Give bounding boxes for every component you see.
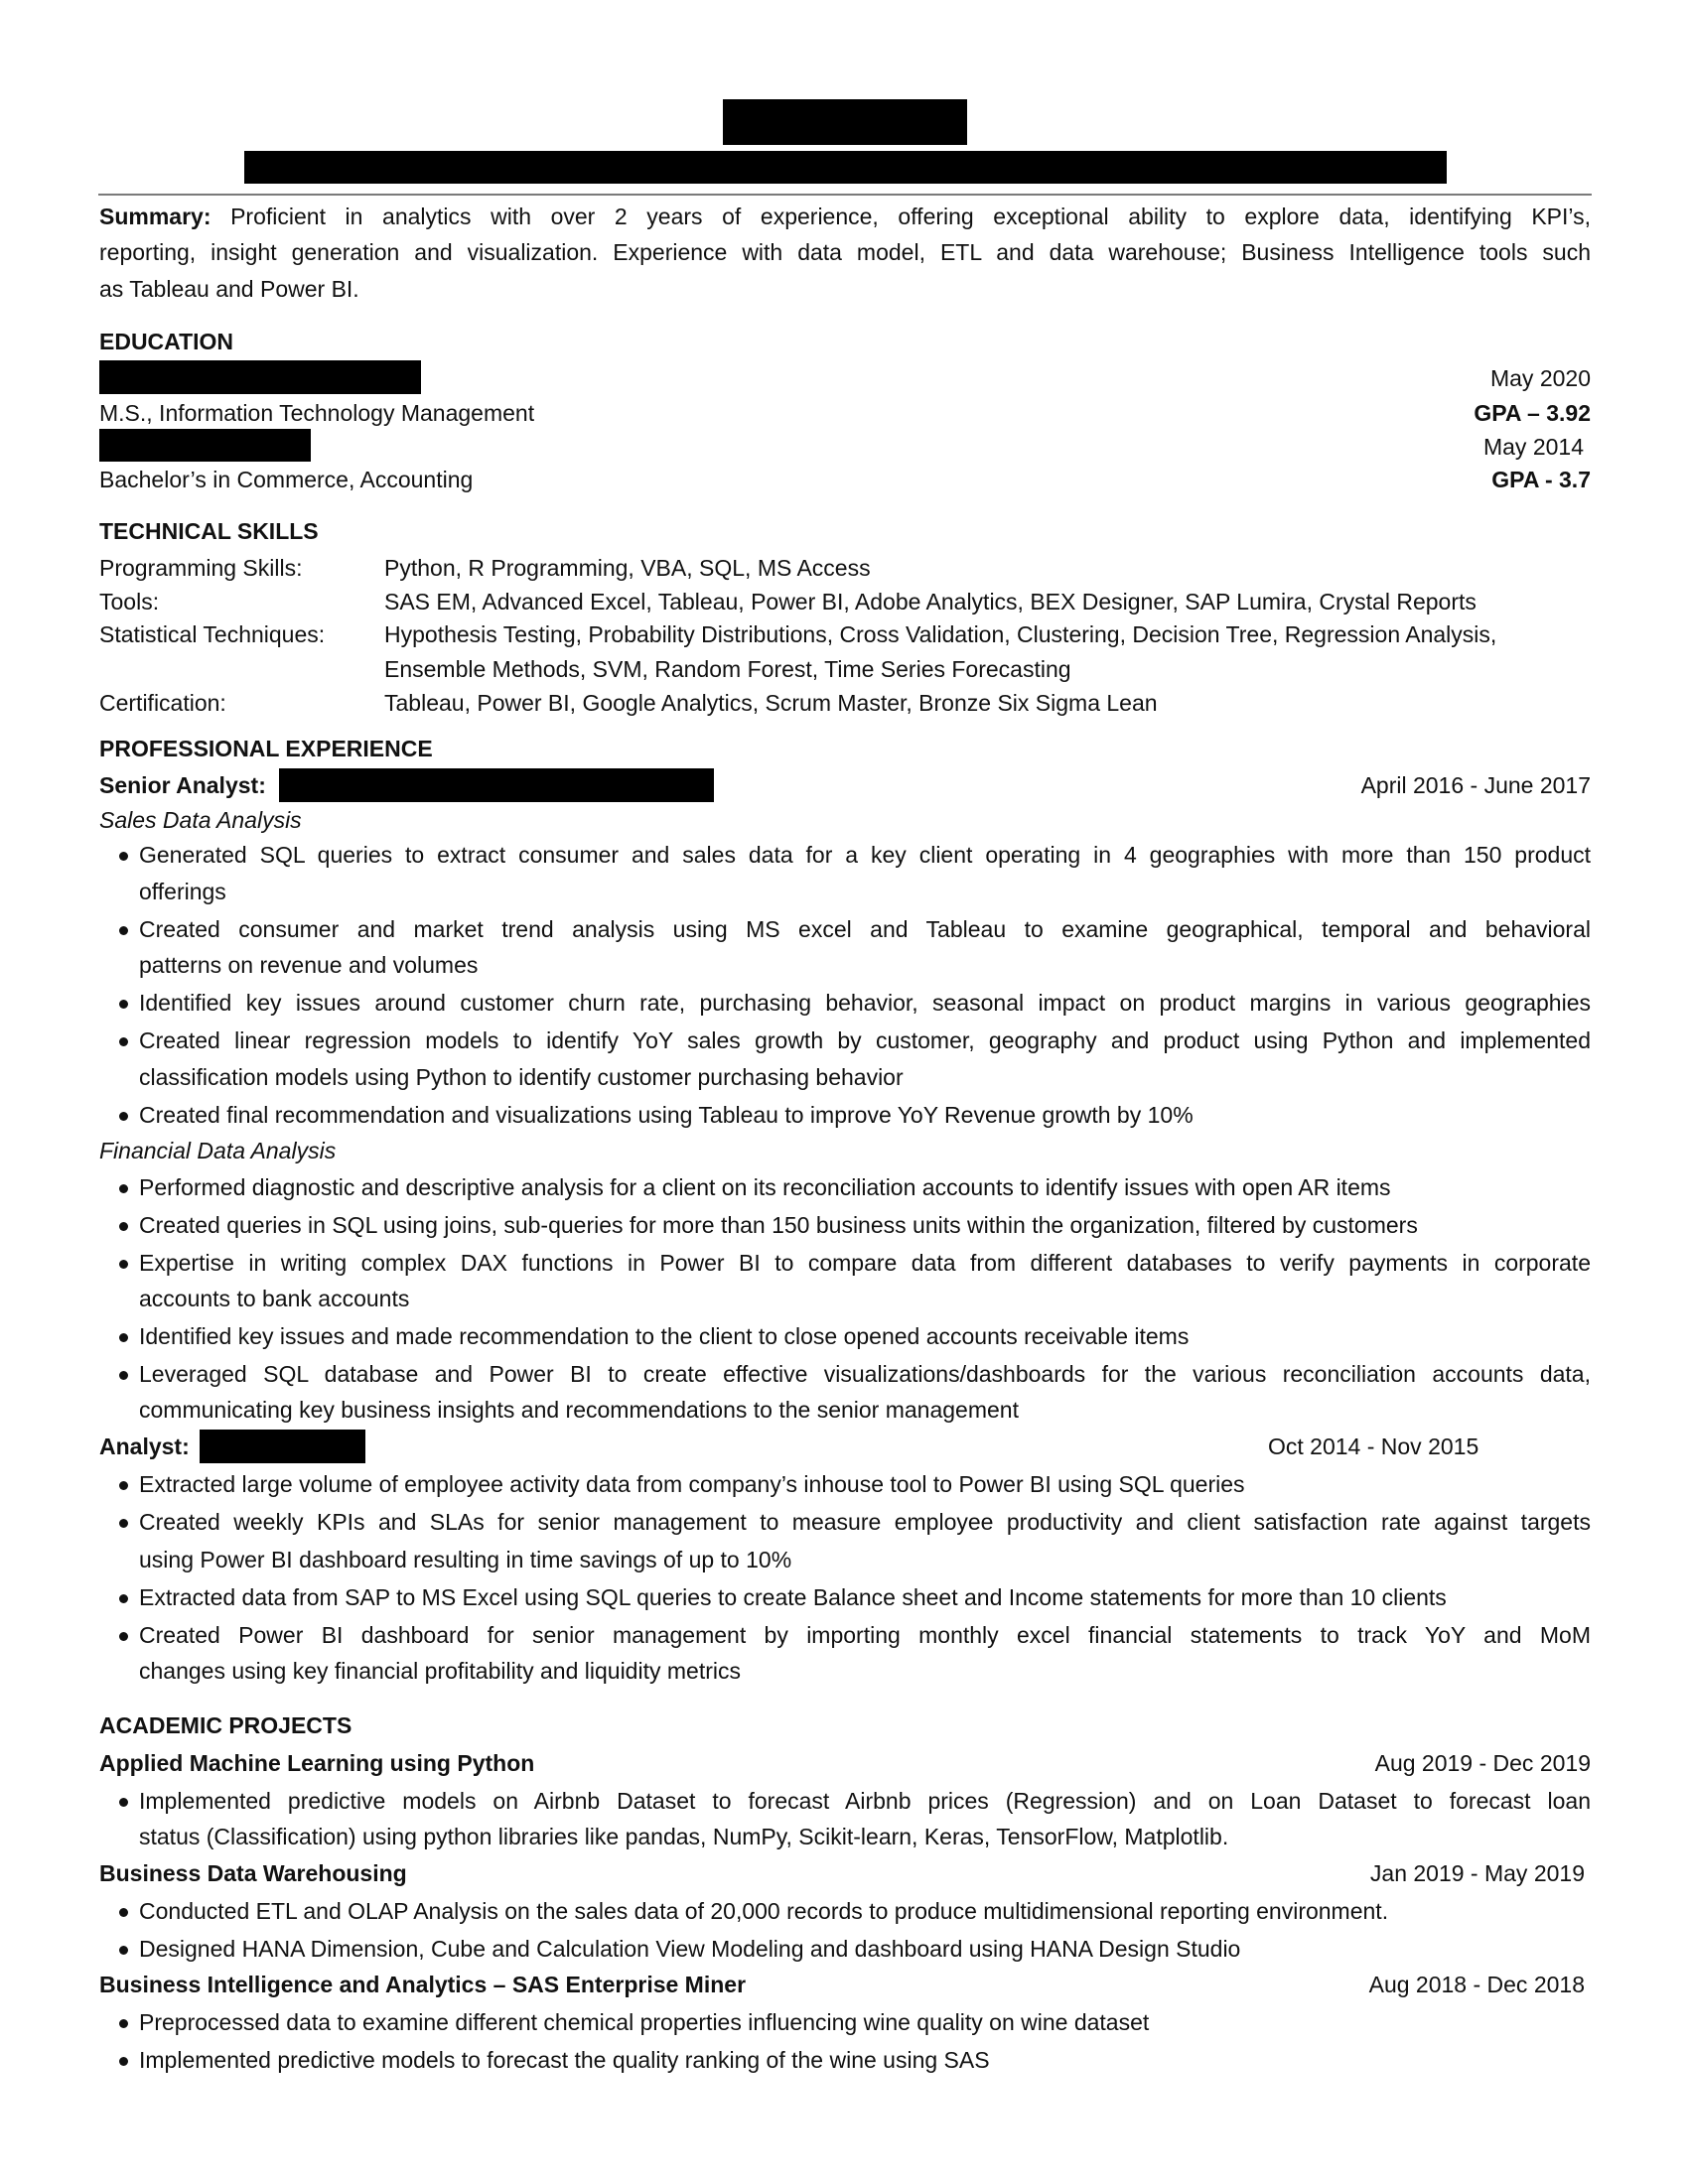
skill-value-programming: Python, R Programming, VBA, SQL, MS Access	[384, 555, 871, 581]
bullet-text: Created linear regression models to identify YoY sales growth by customer, geography and product using Python and implemented	[139, 1027, 1591, 1053]
job-1-dates: April 2016 - June 2017	[1360, 772, 1591, 798]
education-heading: EDUCATION	[99, 329, 234, 354]
bullet-icon	[119, 1946, 128, 1955]
bullet-text: Designed HANA Dimension, Cube and Calculation View Modeling and dashboard using HANA Design Studio	[139, 1936, 1241, 1962]
job-2-title: Analyst:	[99, 1433, 190, 1459]
bullet-icon	[119, 1594, 128, 1603]
experience-heading: PROFESSIONAL EXPERIENCE	[99, 736, 433, 761]
bullet-icon	[119, 1000, 128, 1009]
summary-line-3: as Tableau and Power BI.	[99, 276, 359, 302]
bullet-icon	[119, 1112, 128, 1121]
job-1-title: Senior Analyst:	[99, 772, 266, 798]
bullet-text: Extracted large volume of employee activity data from company’s inhouse tool to Power BI using SQL queries	[139, 1471, 1245, 1497]
skill-label-programming: Programming Skills:	[99, 555, 303, 581]
summary-line-2: reporting, insight generation and visualization. Experience with data model, ETL and data warehouse; Business Intelligence tools such	[99, 239, 1591, 265]
bullet-text: Created Power BI dashboard for senior management by importing monthly excel financial statements to track YoY and MoM	[139, 1622, 1591, 1648]
bullet-icon	[119, 1371, 128, 1380]
skill-value-statistical-2: Ensemble Methods, SVM, Random Forest, Time Series Forecasting	[384, 656, 1071, 682]
bullet-text-cont: communicating key business insights and recommendations to the senior management	[139, 1397, 1019, 1423]
bullet-text: Created final recommendation and visualizations using Tableau to improve YoY Revenue growth by 10%	[139, 1102, 1194, 1128]
education-2-date: May 2014	[1482, 434, 1584, 460]
bullet-text-cont: using Power BI dashboard resulting in time savings of up to 10%	[139, 1547, 792, 1572]
skill-value-statistical-1: Hypothesis Testing, Probability Distributions, Cross Validation, Clustering, Decision Tree, Regression Analysis,	[384, 621, 1497, 647]
job-2-company-redaction	[200, 1430, 365, 1463]
bullet-icon	[119, 2057, 128, 2066]
contact-redaction	[244, 151, 1447, 184]
bullet-text: Leveraged SQL database and Power BI to create effective visualizations/dashboards for the various reconciliation accounts data,	[139, 1361, 1591, 1387]
education-1-date: May 2020	[1489, 365, 1591, 391]
bullet-text-cont: status (Classification) using python libraries like pandas, NumPy, Scikit-learn, Keras, TensorFlow, Matplotlib.	[139, 1824, 1229, 1849]
project-2-dates: Jan 2019 - May 2019	[1369, 1860, 1585, 1886]
bullet-text: Created weekly KPIs and SLAs for senior management to measure employee productivity and client satisfaction rate against targets	[139, 1509, 1591, 1535]
bullet-text-cont: classification models using Python to identify customer purchasing behavior	[139, 1064, 904, 1090]
project-1-dates: Aug 2019 - Dec 2019	[1374, 1750, 1591, 1776]
bullet-text: Identified key issues around customer churn rate, purchasing behavior, seasonal impact on product margins in various geographies	[139, 990, 1591, 1016]
bullet-icon	[119, 926, 128, 935]
project-2-title: Business Data Warehousing	[99, 1860, 407, 1886]
bullet-icon	[119, 1632, 128, 1641]
bullet-text: Generated SQL queries to extract consumer and sales data for a key client operating in 4 geographies with more than 150 product	[139, 842, 1591, 868]
bullet-text-cont: changes using key financial profitability and liquidity metrics	[139, 1658, 741, 1684]
projects-heading: ACADEMIC PROJECTS	[99, 1712, 352, 1738]
bullet-text: Performed diagnostic and descriptive analysis for a client on its reconciliation accounts to identify issues with open AR items	[139, 1174, 1391, 1200]
bullet-text: Identified key issues and made recommendation to the client to close opened accounts receivable items	[139, 1323, 1190, 1349]
bullet-text: Implemented predictive models on Airbnb Dataset to forecast Airbnb prices (Regression) and on Loan Dataset to forecast loan	[139, 1788, 1591, 1814]
bullet-icon	[119, 1798, 128, 1807]
bullet-text: Extracted data from SAP to MS Excel using SQL queries to create Balance sheet and Income statements for more than 10 clients	[139, 1584, 1447, 1610]
bullet-icon	[119, 852, 128, 861]
bullet-text: Preprocessed data to examine different chemical properties influencing wine quality on wine dataset	[139, 2009, 1150, 2035]
bullet-icon	[119, 1908, 128, 1917]
bullet-icon	[119, 1184, 128, 1193]
bullet-icon	[119, 2019, 128, 2028]
bullet-text-cont: offerings	[139, 879, 226, 904]
bullet-text: Expertise in writing complex DAX functions in Power BI to compare data from different databases to verify payments in corporate	[139, 1250, 1591, 1276]
skill-label-certification: Certification:	[99, 690, 226, 716]
project-1-title: Applied Machine Learning using Python	[99, 1750, 535, 1776]
bullet-text: Implemented predictive models to forecast the quality ranking of the wine using SAS	[139, 2047, 990, 2073]
job-2-dates: Oct 2014 - Nov 2015	[1268, 1433, 1479, 1459]
skill-value-tools: SAS EM, Advanced Excel, Tableau, Power BI, Adobe Analytics, BEX Designer, SAP Lumira, Crystal Reports	[384, 589, 1477, 614]
bullet-text-cont: accounts to bank accounts	[139, 1286, 410, 1311]
summary-label: Summary:	[99, 204, 211, 229]
education-2-gpa: GPA - 3.7	[1491, 467, 1591, 492]
name-redaction	[723, 99, 967, 145]
bullet-text-cont: patterns on revenue and volumes	[139, 952, 479, 978]
skill-label-statistical: Statistical Techniques:	[99, 621, 326, 647]
bullet-text: Created consumer and market trend analysis using MS excel and Tableau to examine geographical, temporal and behavioral	[139, 916, 1591, 942]
job-1-group-2-subtitle: Financial Data Analysis	[99, 1138, 337, 1163]
skills-heading: TECHNICAL SKILLS	[99, 518, 319, 544]
bullet-icon	[119, 1481, 128, 1490]
bullet-icon	[119, 1519, 128, 1528]
skill-value-certification: Tableau, Power BI, Google Analytics, Scrum Master, Bronze Six Sigma Lean	[384, 690, 1158, 716]
summary-line-1: Summary: Proficient in analytics with over 2 years of experience, offering exceptional ability to explore data, identifying KPI’s,	[99, 204, 1591, 229]
header-divider	[98, 194, 1592, 196]
education-1-gpa: GPA – 3.92	[1474, 400, 1591, 426]
job-1-company-redaction	[279, 768, 714, 802]
bullet-icon	[119, 1037, 128, 1046]
project-3-title: Business Intelligence and Analytics – SAS Enterprise Miner	[99, 1972, 747, 1997]
education-1-degree: M.S., Information Technology Management	[99, 400, 535, 426]
bullet-text: Conducted ETL and OLAP Analysis on the sales data of 20,000 records to produce multidimensional reporting environment.	[139, 1898, 1389, 1924]
project-3-dates: Aug 2018 - Dec 2018	[1368, 1972, 1585, 1997]
skill-label-tools: Tools:	[99, 589, 160, 614]
school-2-redaction	[99, 429, 311, 462]
bullet-icon	[119, 1260, 128, 1269]
bullet-icon	[119, 1222, 128, 1231]
school-1-redaction	[99, 360, 421, 394]
bullet-icon	[119, 1333, 128, 1342]
bullet-text: Created queries in SQL using joins, sub-queries for more than 150 business units within the organization, filtered by customers	[139, 1212, 1418, 1238]
job-1-group-1-subtitle: Sales Data Analysis	[99, 807, 302, 833]
education-2-degree: Bachelor’s in Commerce, Accounting	[99, 467, 474, 492]
